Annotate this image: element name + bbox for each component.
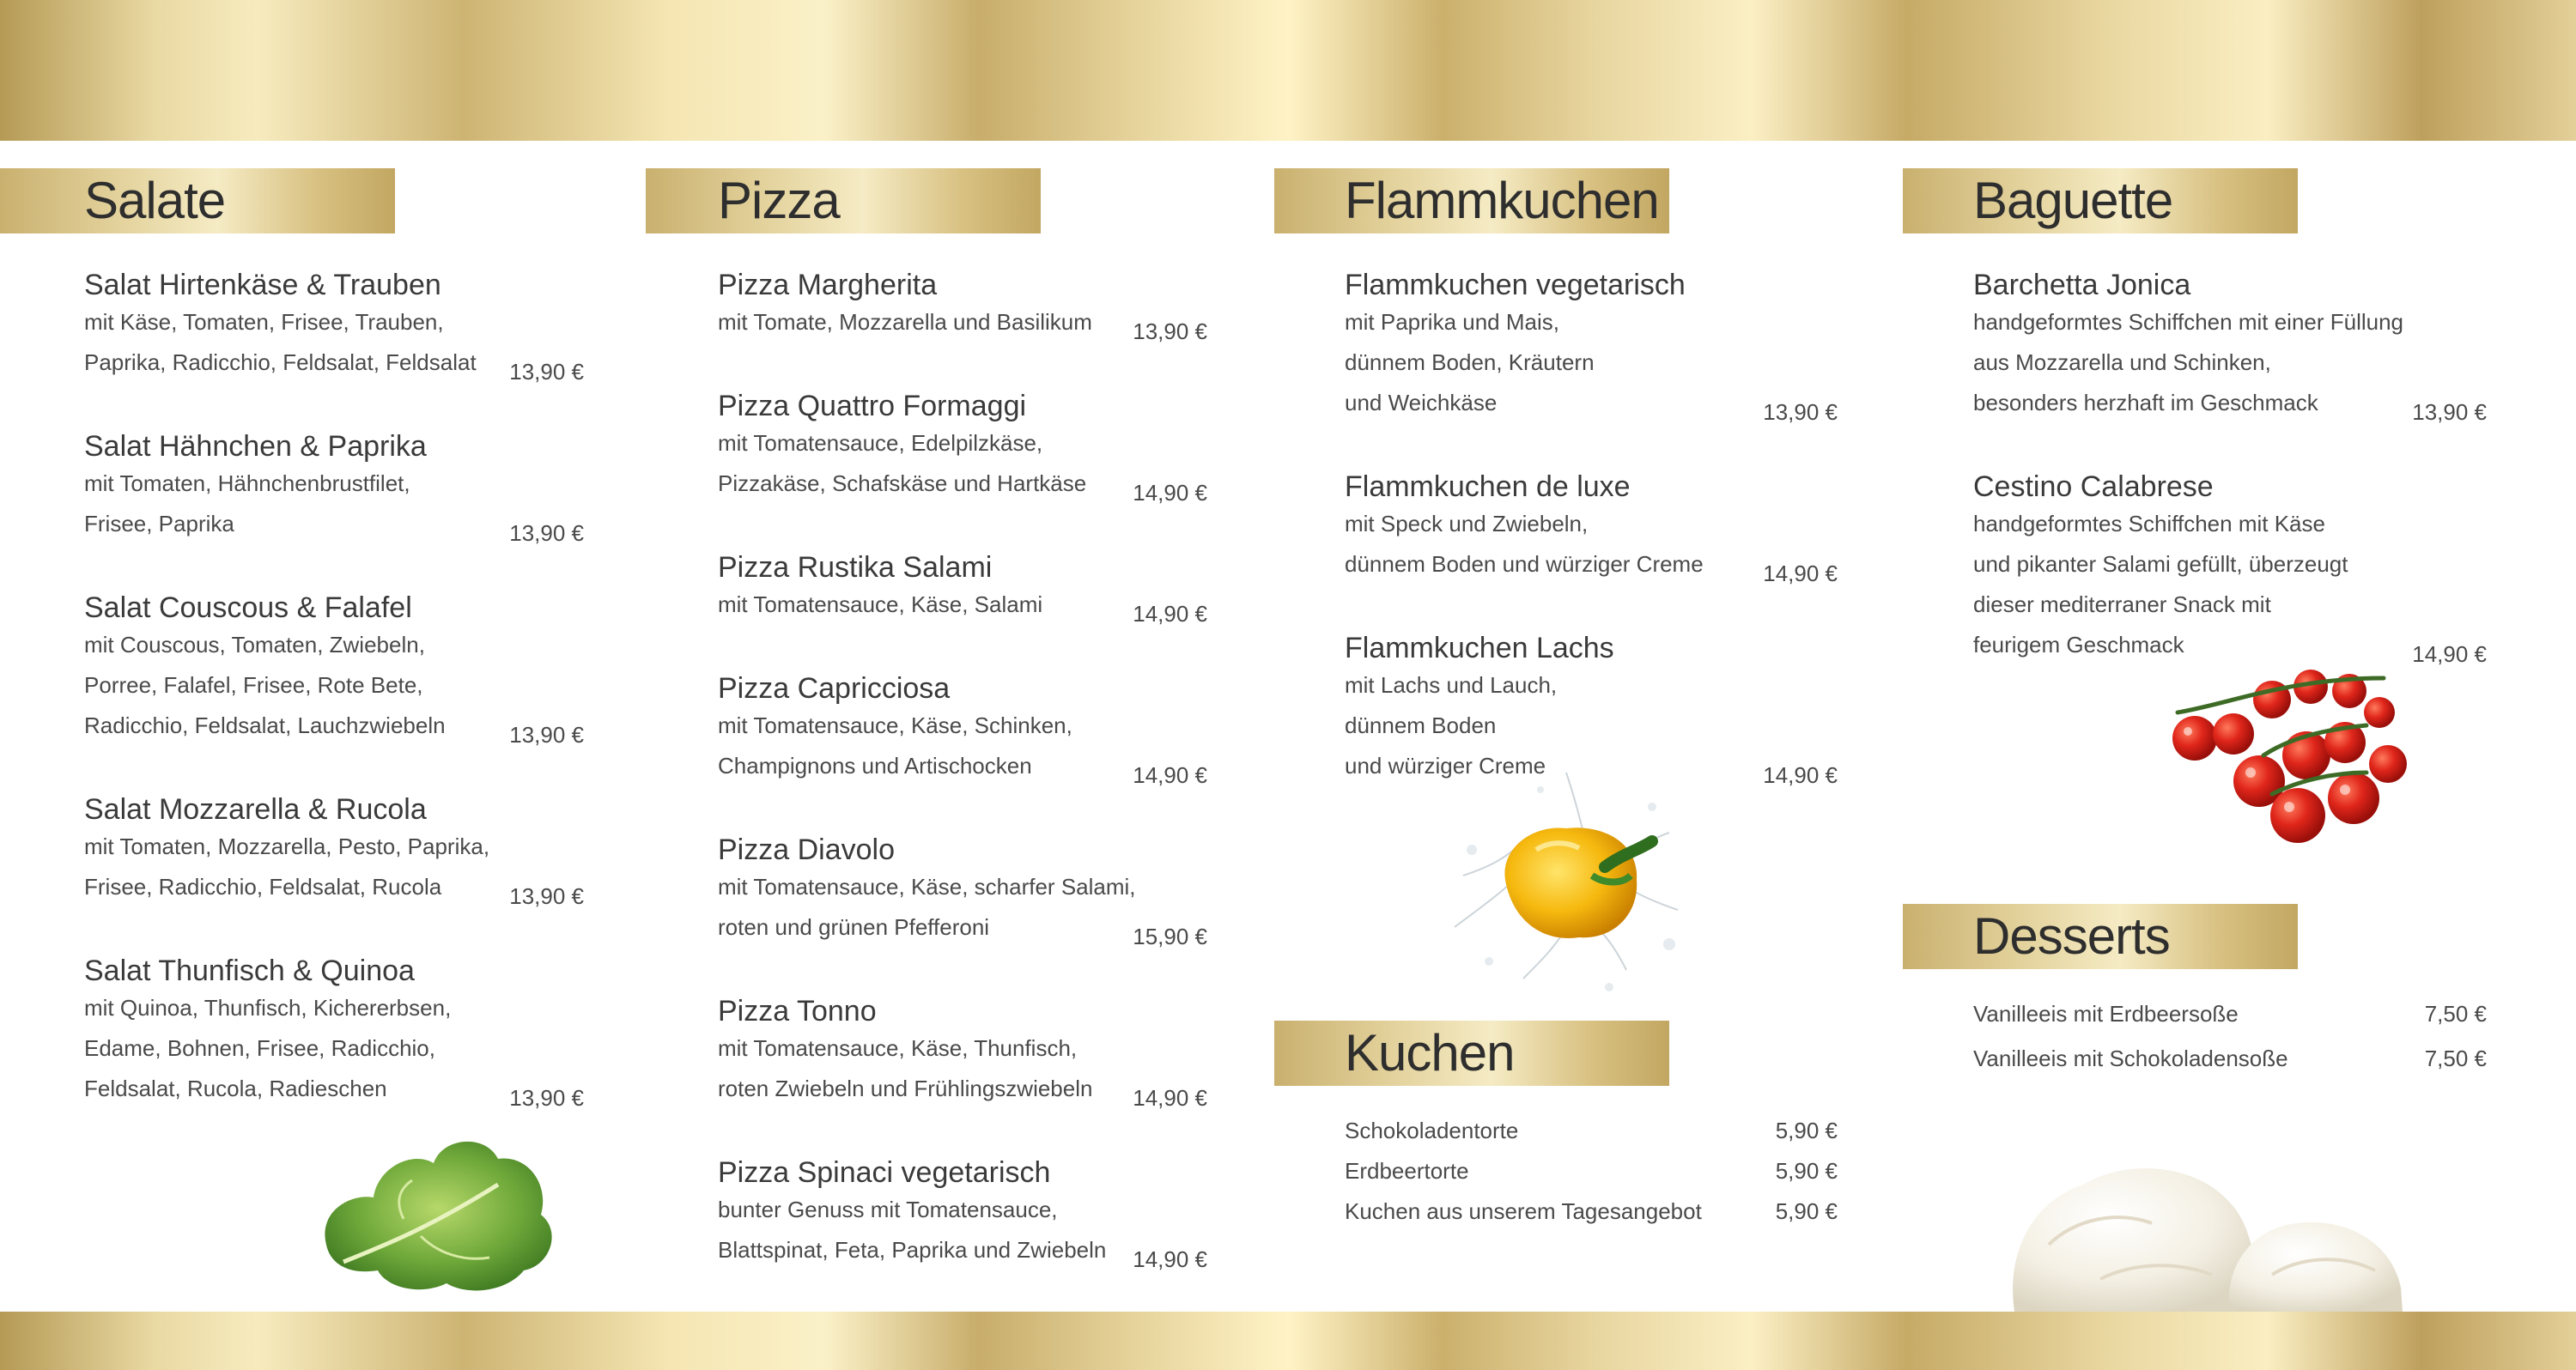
item-desc-line: bunter Genuss mit Tomatensauce, <box>718 1197 1058 1222</box>
item-desc-line: Frisee, Paprika <box>84 511 234 536</box>
item-name: Salat Thunfisch & Quinoa <box>84 955 415 987</box>
item-name: Pizza Rustika Salami <box>718 551 993 584</box>
item-price: 5,90 € <box>1775 1118 1838 1143</box>
kuchen-heading-bar <box>1274 1021 1669 1086</box>
item-name: Pizza Quattro Formaggi <box>718 390 1027 422</box>
item-price: 13,90 € <box>509 883 584 909</box>
menu-item <box>718 389 1086 504</box>
item-desc-line: Paprika, Radicchio, Feldsalat, Feldsalat <box>84 349 477 375</box>
item-price: 14,90 € <box>1133 1246 1207 1272</box>
item-desc-line: besonders herzhaft im Geschmack <box>1973 390 2318 415</box>
kuchen-item-name: Erdbeertorte <box>1345 1158 1469 1184</box>
item-price: 14,90 € <box>1133 480 1207 506</box>
menu-item <box>84 429 427 544</box>
item-price: 13,90 € <box>509 520 584 546</box>
item-desc-line: mit Quinoa, Thunfisch, Kichererbsen, <box>84 995 452 1021</box>
item-price: 13,90 € <box>2412 399 2487 425</box>
item-desc-line: dünnem Boden <box>1345 712 1497 738</box>
top-gold-band <box>0 0 2576 141</box>
item-desc-line: Champignons und Artischocken <box>718 753 1032 779</box>
item-price: 15,90 € <box>1133 924 1207 949</box>
item-desc-line: mit Tomaten, Mozzarella, Pesto, Paprika, <box>84 834 490 859</box>
item-name: Salat Hähnchen & Paprika <box>84 430 427 463</box>
menu-item <box>84 792 489 907</box>
item-desc-line: mit Paprika und Mais, <box>1345 309 1559 335</box>
kuchen-heading: Kuchen <box>1345 1024 1515 1082</box>
item-name: Pizza Tonno <box>718 995 877 1028</box>
bottom-gold-band <box>0 1312 2576 1370</box>
baguette-heading: Baguette <box>1973 172 2173 229</box>
item-desc-line: dieser mediterraner Snack mit <box>1973 591 2271 617</box>
item-price: 5,90 € <box>1775 1198 1838 1224</box>
item-desc-line: mit Couscous, Tomaten, Zwiebeln, <box>84 632 425 658</box>
item-desc-line: Pizzakäse, Schafskäse und Hartkäse <box>718 470 1087 496</box>
item-desc-line: handgeformtes Schiffchen mit Käse <box>1973 511 2325 536</box>
item-price: 7,50 € <box>2424 1046 2487 1071</box>
salate-heading: Salate <box>84 172 226 229</box>
item-desc-line: mit Tomatensauce, Käse, scharfer Salami, <box>718 874 1136 900</box>
item-desc-line: mit Tomate, Mozzarella und Basilikum <box>718 309 1092 335</box>
item-name: Pizza Capricciosa <box>718 672 951 705</box>
item-price: 14,90 € <box>1133 601 1207 627</box>
menu-item <box>718 994 1092 1109</box>
item-desc-line: roten und grünen Pfefferoni <box>718 914 990 940</box>
item-desc-line: und Weichkäse <box>1345 390 1498 415</box>
item-name: Pizza Spinaci vegetarisch <box>718 1156 1051 1189</box>
menu-item <box>1973 268 2403 423</box>
item-name: Salat Mozzarella & Rucola <box>84 793 427 826</box>
item-name: Flammkuchen de luxe <box>1345 470 1631 503</box>
baguette-heading-bar <box>1903 168 2298 233</box>
menu-item <box>718 671 1072 786</box>
item-desc-line: mit Tomatensauce, Käse, Thunfisch, <box>718 1035 1078 1061</box>
item-desc-line: dünnem Boden, Kräutern <box>1345 349 1595 375</box>
menu-item <box>1973 470 2348 665</box>
item-price: 14,90 € <box>2412 641 2487 667</box>
item-price: 14,90 € <box>1133 762 1207 788</box>
item-desc-line: Radicchio, Feldsalat, Lauchzwiebeln <box>84 712 446 738</box>
yellow-pepper-image <box>1437 755 1695 1004</box>
menu-item <box>84 591 446 746</box>
item-name: Pizza Margherita <box>718 269 938 301</box>
item-desc-line: mit Tomaten, Hähnchenbrustfilet, <box>84 470 410 496</box>
salate-heading-bar <box>0 168 395 233</box>
lettuce-image <box>292 1116 567 1300</box>
item-desc-line: und pikanter Salami gefüllt, überzeugt <box>1973 551 2348 577</box>
item-name: Cestino Calabrese <box>1973 470 2214 503</box>
item-name: Pizza Diavolo <box>718 834 895 866</box>
desserts-heading: Desserts <box>1973 907 2170 965</box>
item-price: 13,90 € <box>509 1085 584 1111</box>
item-name: Flammkuchen vegetarisch <box>1345 269 1686 301</box>
desserts-heading-bar <box>1903 904 2298 969</box>
vanilla-ice-cream-image <box>1997 1116 2444 1312</box>
item-name: Flammkuchen Lachs <box>1345 632 1614 664</box>
item-price: 14,90 € <box>1763 561 1838 586</box>
dessert-item-name: Vanilleeis mit Schokoladensoße <box>1973 1046 2288 1071</box>
item-desc-line: mit Tomatensauce, Edelpilzkäse, <box>718 430 1043 456</box>
item-name: Salat Hirtenkäse & Trauben <box>84 269 441 301</box>
item-desc-line: mit Käse, Tomaten, Frisee, Trauben, <box>84 309 444 335</box>
item-price: 13,90 € <box>509 722 584 748</box>
flammkuchen-heading: Flammkuchen <box>1345 172 1659 229</box>
item-desc-line: und würziger Creme <box>1345 753 1546 779</box>
menu-item <box>718 833 1136 948</box>
item-desc-line: Frisee, Radicchio, Feldsalat, Rucola <box>84 874 442 900</box>
item-desc-line: mit Speck und Zwiebeln, <box>1345 511 1589 536</box>
item-desc-line: Feldsalat, Rucola, Radieschen <box>84 1076 387 1101</box>
item-desc-line: aus Mozzarella und Schinken, <box>1973 349 2271 375</box>
item-desc-line: mit Tomatensauce, Käse, Schinken, <box>718 712 1072 738</box>
cherry-tomatoes-image <box>2160 652 2418 867</box>
item-name: Barchetta Jonica <box>1973 269 2191 301</box>
item-price: 13,90 € <box>1763 399 1838 425</box>
pizza-heading-bar <box>646 168 1041 233</box>
item-name: Salat Couscous & Falafel <box>84 591 412 624</box>
item-desc-line: dünnem Boden und würziger Creme <box>1345 551 1704 577</box>
menu-item <box>718 550 1042 625</box>
item-desc-line: Porree, Falafel, Frisee, Rote Bete, <box>84 672 423 698</box>
item-desc-line: Blattspinat, Feta, Paprika und Zwiebeln <box>718 1237 1107 1263</box>
item-desc-line: roten Zwiebeln und Frühlingszwiebeln <box>718 1076 1093 1101</box>
item-desc-line: mit Lachs und Lauch, <box>1345 672 1558 698</box>
item-desc-line: feurigem Geschmack <box>1973 632 2184 658</box>
item-desc-line: Edame, Bohnen, Frisee, Radicchio, <box>84 1035 435 1061</box>
item-price: 14,90 € <box>1133 1085 1207 1111</box>
item-price: 13,90 € <box>1133 318 1207 344</box>
dessert-item-name: Vanilleeis mit Erdbeersoße <box>1973 1001 2239 1027</box>
menu-item <box>1345 268 1686 423</box>
item-price: 14,90 € <box>1763 762 1838 788</box>
item-price: 7,50 € <box>2424 1001 2487 1027</box>
menu-item <box>1345 470 1704 585</box>
item-desc-line: mit Tomatensauce, Käse, Salami <box>718 591 1043 617</box>
menu-item <box>718 1155 1106 1270</box>
item-price: 13,90 € <box>509 359 584 385</box>
kuchen-item-name: Kuchen aus unserem Tagesangebot <box>1345 1198 1702 1224</box>
pizza-heading: Pizza <box>718 172 840 229</box>
item-desc-line: handgeformtes Schiffchen mit einer Füllung <box>1973 309 2404 335</box>
item-price: 5,90 € <box>1775 1158 1838 1184</box>
menu-item <box>84 954 451 1109</box>
menu-item <box>718 268 1092 342</box>
menu-item <box>84 268 477 383</box>
flammkuchen-heading-bar <box>1274 168 1669 233</box>
kuchen-item-name: Schokoladentorte <box>1345 1118 1519 1143</box>
